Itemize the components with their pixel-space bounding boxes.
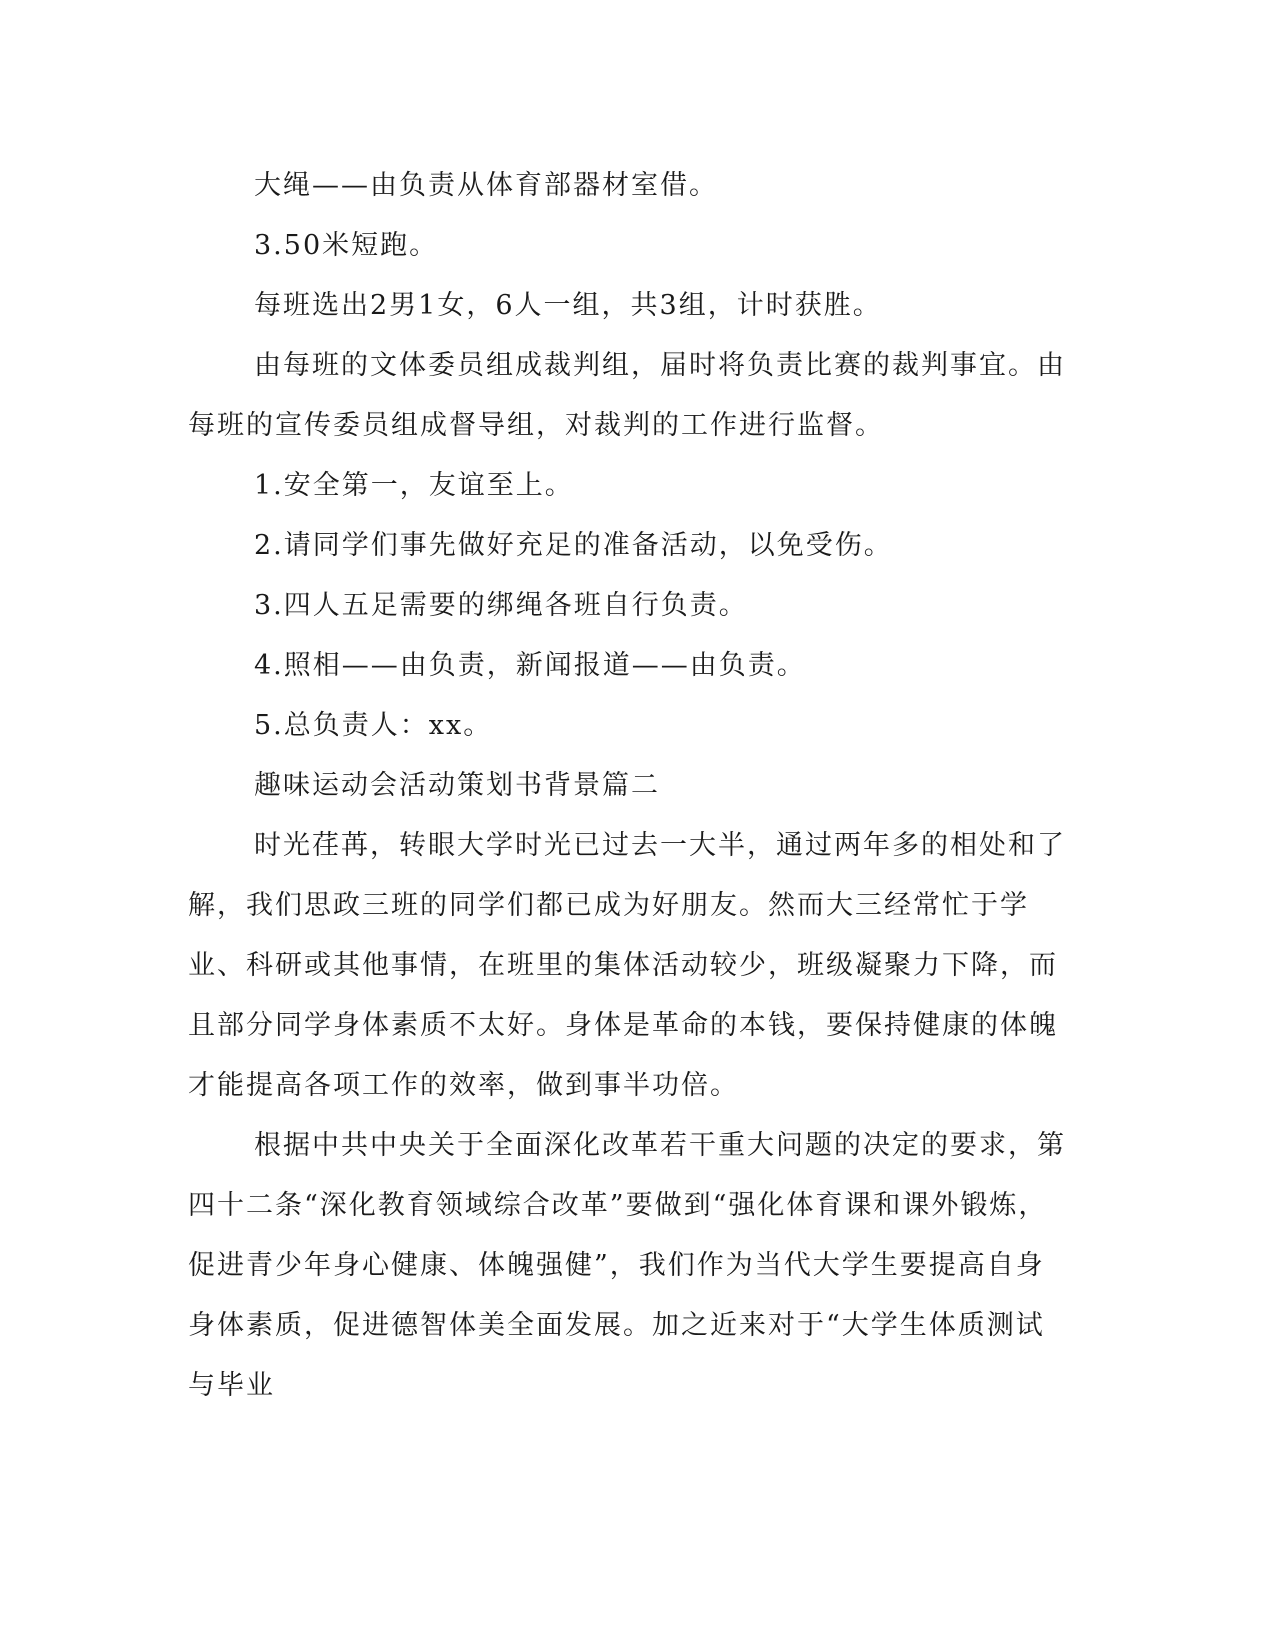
paragraph-note-4: 4.照相——由负责，新闻报道——由负责。: [254, 650, 806, 681]
paragraph-sprint-title: 3.50米短跑。: [254, 230, 439, 261]
paragraph-note-3: 3.四人五足需要的绑绳各班自行负责。: [254, 590, 748, 621]
paragraph-note-5: 5.总负责人：xx。: [254, 710, 493, 741]
paragraph-rope-borrow: 大绳——由负责从体育部器材室借。: [254, 170, 718, 201]
paragraph-background-2: 根据中共中央关于全面深化改革若干重大问题的决定的要求，第四十二条“深化教育领域综合改革”要做到“强化体育课和课外锻炼，促进青少年身心健康、体魄强健”，我们作为当代大学生要提高自身身体素质，促进德智体美全面发展。加之近来对于“大学生体质测试与毕业: [188, 1130, 1066, 1401]
section-heading: 趣味运动会活动策划书背景篇二: [254, 770, 660, 801]
paragraph-referee-group: 由每班的文体委员组成裁判组，届时将负责比赛的裁判事宜。由每班的宣传委员组成督导组，对裁判的工作进行监督。: [188, 350, 1066, 441]
document-body: [188, 156, 1068, 1416]
paragraph-note-1: 1.安全第一，友谊至上。: [254, 470, 574, 501]
paragraph-sprint-rules: 每班选出2男1女，6人一组，共3组，计时获胜。: [254, 290, 882, 321]
paragraph-background-1: 时光荏苒，转眼大学时光已过去一大半，通过两年多的相处和了解，我们思政三班的同学们都已成为好朋友。然而大三经常忙于学业、科研或其他事情，在班里的集体活动较少，班级凝聚力下降，而且部分同学身体素质不太好。身体是革命的本钱，要保持健康的体魄才能提高各项工作的效率，做到事半功倍。: [188, 830, 1066, 1101]
paragraph-note-2: 2.请同学们事先做好充足的准备活动，以免受伤。: [254, 530, 893, 561]
